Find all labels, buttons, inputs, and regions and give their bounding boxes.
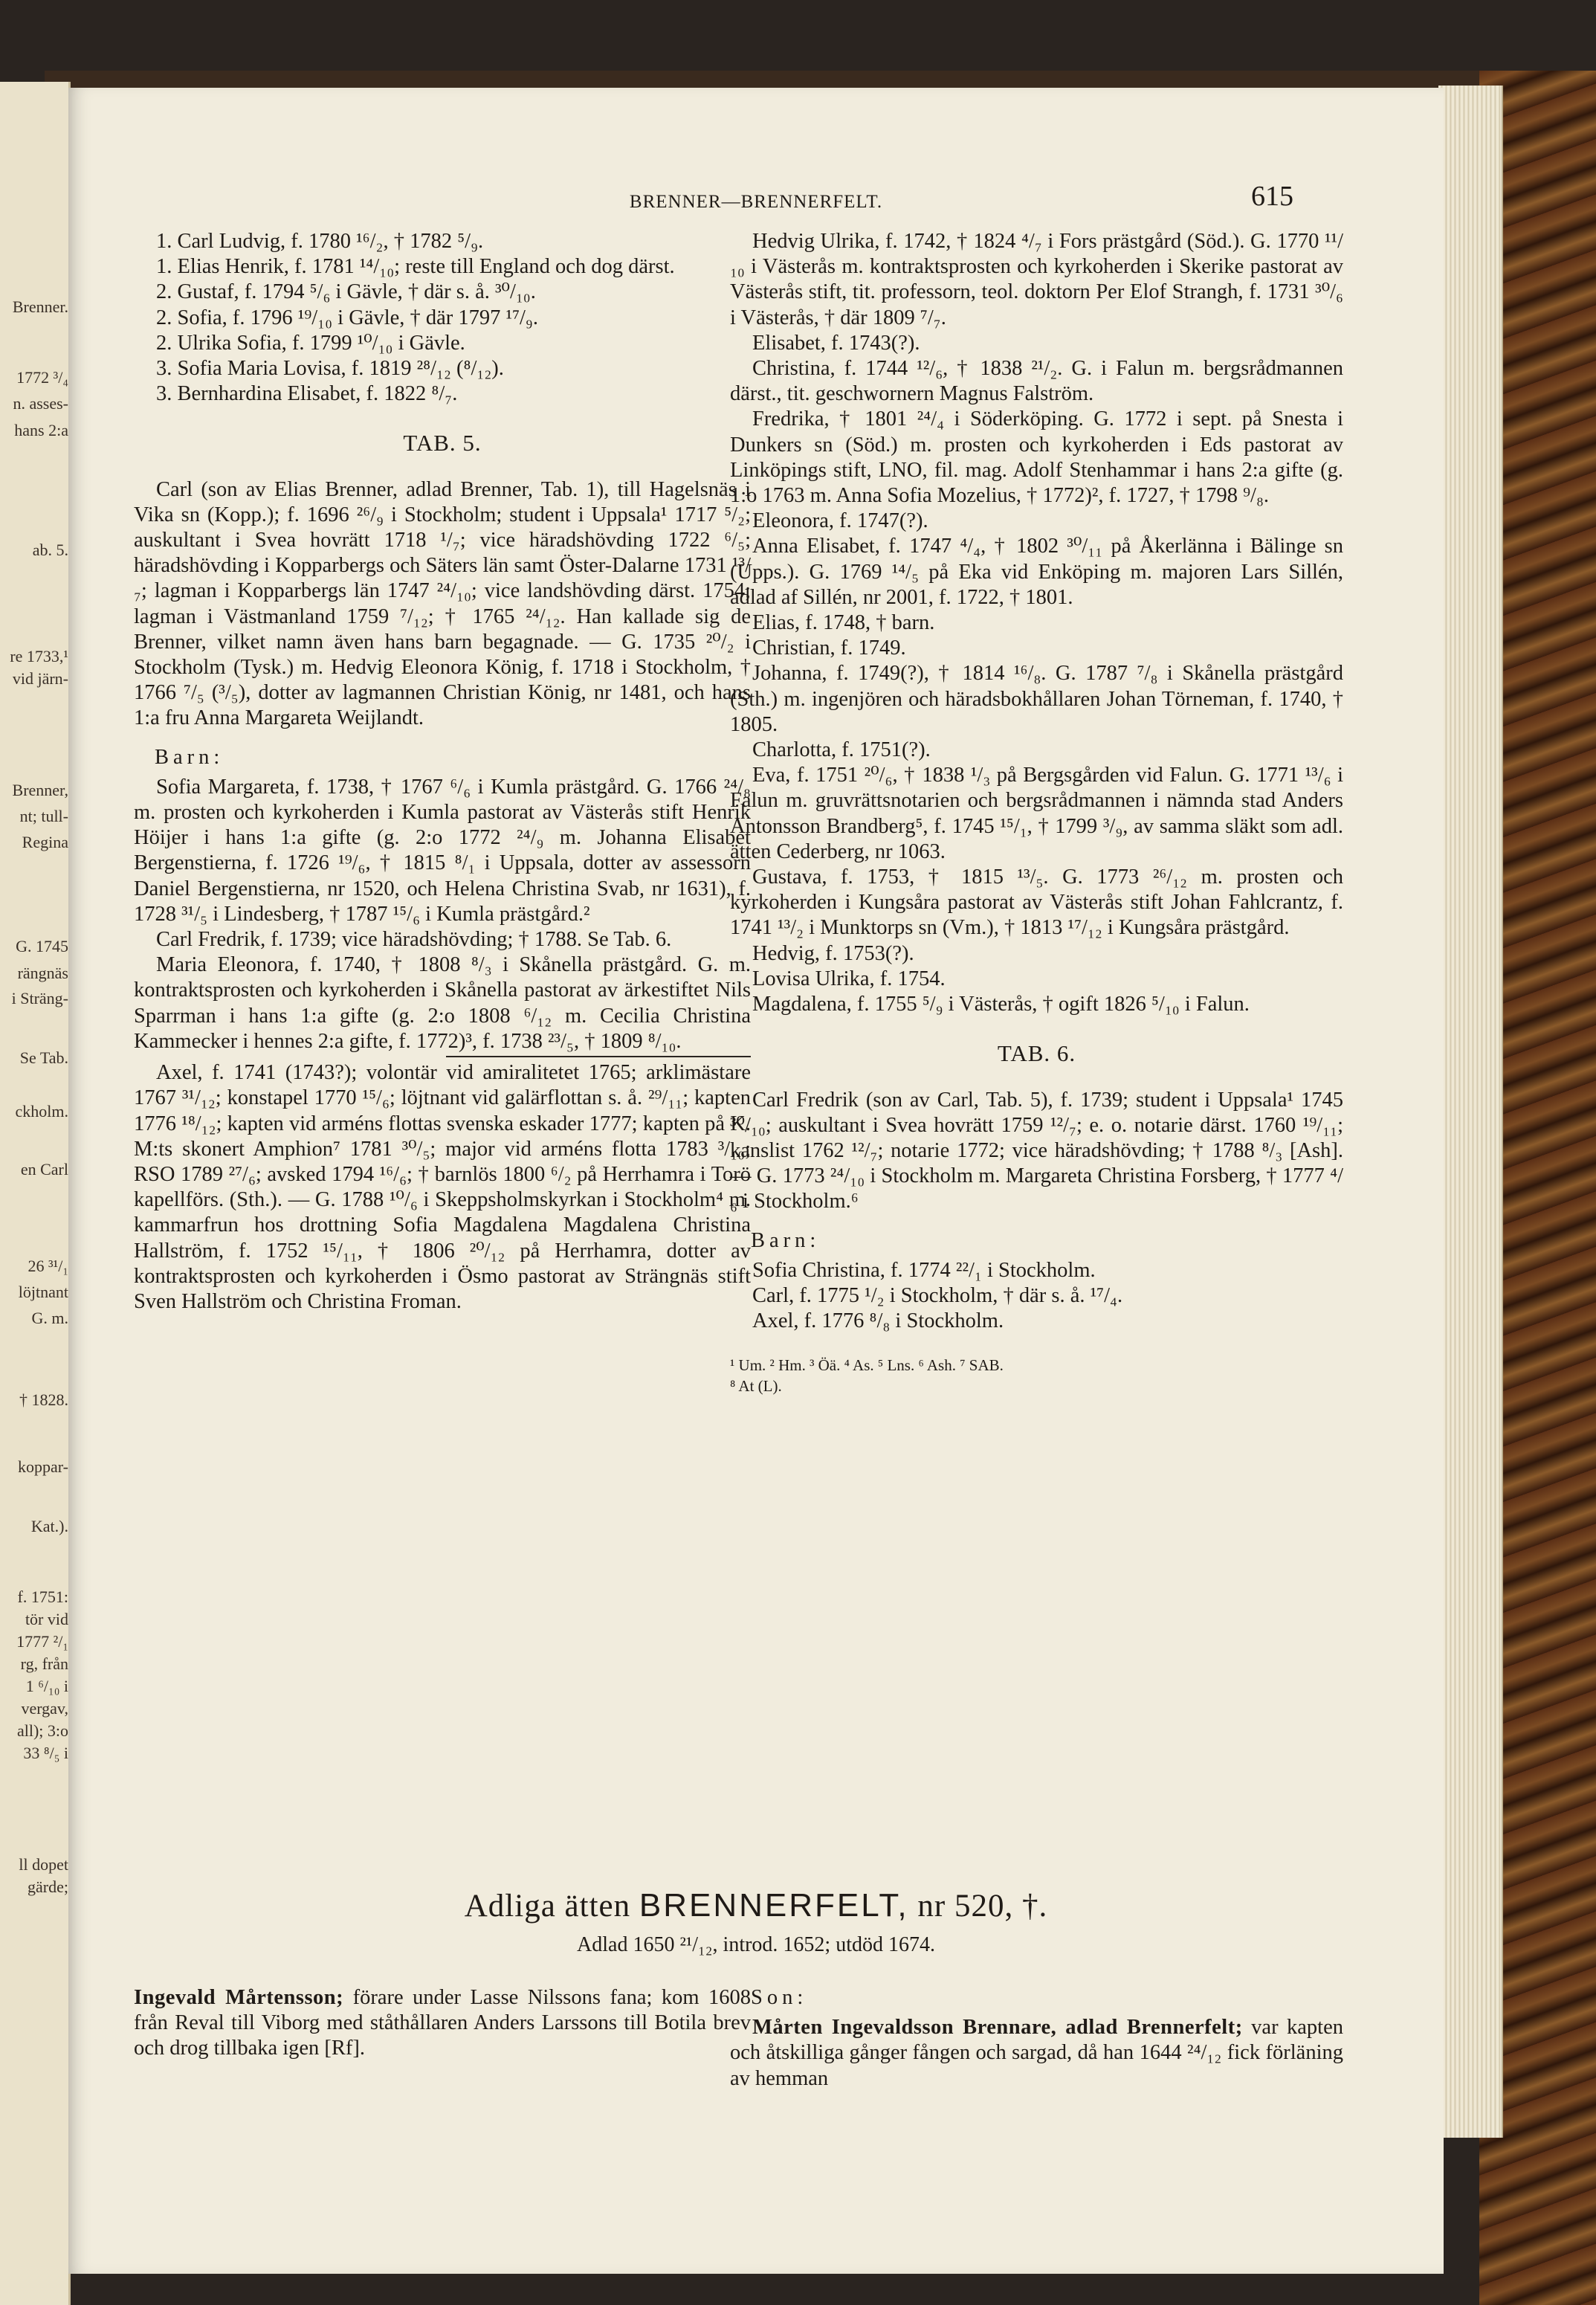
- facing-page-fragment: Regina: [22, 833, 68, 851]
- facing-page-fragment: Brenner,: [12, 781, 68, 799]
- section-title: [68, 1887, 1444, 1924]
- child-entry: Lovisa Ulrika, f. 1754.: [752, 967, 946, 990]
- section-title-suffix: nr 520, †.: [917, 1889, 1048, 1924]
- child-entry: Hedvig Ulrika, f. 1742, † 1824 ⁴/₇ i Fors prästgård (Söd.). G. 1770 ¹¹/₁₀ i Västerås m. kontraktsprosten och kyrkoherden i Skerike pastorat av Västerås stift, tit. professorn, teol. doktorn Per Elof Strangh, f. 1731 ³⁰/₆ i Västerås, † där 1809 ⁷/₇.: [730, 230, 1343, 329]
- facing-page-fragment: löjtnant: [18, 1283, 68, 1301]
- facing-page-fragment: vid järn-: [12, 669, 68, 688]
- facing-page-fragment: 1772 ³/₄: [16, 368, 68, 387]
- facing-page-fragment: tör vid: [25, 1610, 68, 1628]
- facing-page-fragment: n. asses-: [13, 394, 68, 413]
- footnotes: [730, 1355, 1343, 1396]
- left-column: [134, 229, 751, 1315]
- tab5-biography: Carl (son av Elias Brenner, adlad Brenner, Tab. 1), till Hagelsnäs i Vika sn (Kopp.); f. 1696 ²⁶/₉ i Stockholm; student i Uppsala¹ 1717 ⁵/₂; auskultant i Svea hovrätt 1718 ¹/₇; vice häradshövding 1722 ⁶/₅; häradshövding i Kopparbergs och Säters län samt Öster-Dalarne 1731 ¹³/₇; lagman i Kopparbergs län 1747 ²⁴/₁₀; vice landshövding därst. 1754; lagman i Västmanland 1759 ⁷/₁₂; † 1765 ²⁴/₁₂. Han kallade sig de Brenner, vilket namn även hans barn begagnade. — G. 1735 ²⁰/₂ i Stockholm (Tysk.) m. Hedvig Eleonora König, f. 1718 i Stockholm, † 1766 ⁷/₅ (³/₅), dotter av lagmannen Christian König, nr 1481, och hans 1:a fru Anna Margareta Weijlandt.: [134, 477, 751, 730]
- child-entry: Carl, f. 1775 ¹/₂ i Stockholm, † där s. å. ¹⁷/₄.: [752, 1283, 1123, 1307]
- person-text: förare under Lasse Nilssons fana; kom 1608 från Reval till Viborg med ståthållaren Anders Larssons till Botila brev och drog tillbaka igen [Rf].: [134, 1986, 751, 2060]
- child-entry: Elias, f. 1748, † barn.: [752, 611, 935, 635]
- facing-page-fragment: re 1733,¹: [10, 647, 68, 665]
- child-entry: Fredrika, † 1801 ²⁴/₄ i Söderköping. G. 1772 i sept. på Snesta i Dunkers sn (Söd.) m. prosten och kyrkoherden i Eds pastorat av Linköpings stift, LNO, fil. mag. Adolf Stenhammar i hans 2:a gifte (g. 1:o 1763 m. Anna Sofia Mozelius, † 1772)², f. 1727, † 1798 ⁹/₈.: [730, 407, 1343, 508]
- child-entry: Eva, f. 1751 ²⁰/₆, † 1838 ¹/₃ på Bergsgården vid Falun. G. 1771 ¹³/₆ i Falun m. gruvrättsnotarien och bergsrådmannen i nämnda stad Anders Antonsson Brandberg⁵, f. 1745 ¹⁵/₁, † 1799 ³/₉, av samma släkt som adl. ätten Cederberg, nr 1063.: [730, 764, 1343, 863]
- facing-page-fragment: i Sträng-: [11, 989, 68, 1008]
- child-entry: Carl Fredrik, f. 1739; vice häradshövding; † 1788. Se Tab. 6.: [156, 928, 672, 952]
- barn-label: Barn:: [751, 1228, 821, 1252]
- facing-page-fragment: ab. 5.: [32, 541, 68, 559]
- child-entry: Axel, f. 1741 (1743?); volontär vid amiralitetet 1765; arklimästare 1767 ³¹/₁₂; konstapel 1770 ¹⁵/₆; löjtnant vid galärflottan s. å. ²⁹/₁₁; kapten 1776 ¹⁸/₁₂; kapten vid arméns flottas svenska eskader 1777; kapten på K. M:ts skonert Amphion⁷ 1781 ³⁰/₅; major vid arméns flotta 1783 ³/₁₀; RSO 1789 ²⁷/₆; avsked 1794 ¹⁶/₆; † barnlös 1800 ⁶/₂ på Herrhamra i Torö kapellförs. (Sth.). — G. 1788 ¹⁰/₆ i Skeppsholmskyrkan i Stockholm⁴ m. kammarfrun hos drottning Sofia Magdalena Magdalena Christina Hallström, f. 1752 ¹⁵/₁₁, † 1806 ²⁰/₁₂ på Herrhamra, dotter av kontraktsprosten och kyrkoherden i Ösmo pastorat av Strängnäs stift Sven Hallström och Christina Froman.: [134, 1061, 751, 1313]
- child-entry: 2. Gustaf, f. 1794 ⁵/₆ i Gävle, † där s. å. ³⁰/₁₀.: [156, 280, 536, 304]
- divider-rule: [446, 1056, 751, 1057]
- child-entry: 2. Sofia, f. 1796 ¹⁹/₁₀ i Gävle, † där 1797 ¹⁷/₉.: [156, 306, 538, 329]
- facing-page-fragment: 33 ⁸/₅ i: [23, 1744, 68, 1762]
- right-column: [730, 229, 1343, 1396]
- facing-page-fragment: en Carl: [20, 1160, 68, 1179]
- facing-page-margin: [0, 82, 71, 2305]
- barn-label: Barn:: [155, 745, 224, 769]
- facing-page-fragment: ll dopet: [19, 1855, 68, 1874]
- children-list-top: [134, 229, 751, 407]
- facing-page-fragment: f. 1751:: [17, 1587, 68, 1606]
- child-entry: Johanna, f. 1749(?), † 1814 ¹⁶/₈. G. 1787 ⁷/₈ i Skånella prästgård (Sth.) m. ingenjören och häradsbokhållaren Johan Törneman, f. 1740, † 1805.: [730, 662, 1343, 736]
- facing-page-fragment: G. 1745: [16, 937, 68, 955]
- footnote-line: ⁸ At (L).: [730, 1377, 782, 1396]
- bottom-right-column: [730, 1985, 1343, 2092]
- son-label: Son:: [751, 1986, 808, 2009]
- facing-page-fragment: 26 ³¹/₁: [28, 1257, 68, 1275]
- running-head: BRENNER—BRENNERFELT.: [629, 192, 883, 212]
- tab6-biography: Carl Fredrik (son av Carl, Tab. 5), f. 1739; student i Uppsala¹ 1745 ³⁰/₁₀; auskultant i Svea hovrätt 1759 ¹²/₇; e. o. notarie därst. 1760 ¹⁹/₁₁; kanslist 1762 ¹²/₇; notarie 1772; vice häradshövding; † 1788 ⁸/₃ [Ash]. — G. 1773 ²⁴/₁₀ i Stockholm m. Margareta Christina Forsberg, † 1777 ⁴/₆ i Stockholm.⁶: [730, 1088, 1343, 1213]
- facing-page-fragment: gärde;: [28, 1877, 68, 1896]
- child-entry: Sofia Christina, f. 1774 ²²/₁ i Stockholm.: [752, 1258, 1096, 1282]
- tab5-heading: TAB. 5.: [403, 430, 482, 457]
- tab6-heading: TAB. 6.: [997, 1040, 1076, 1067]
- footnote-line: ¹ Um. ² Hm. ³ Öä. ⁴ As. ⁵ Lns. ⁶ Ash. ⁷ SAB.: [730, 1356, 1004, 1375]
- facing-page-fragment: 1777 ²/₁: [16, 1632, 68, 1651]
- child-entry: Gustava, f. 1753, † 1815 ¹³/₅. G. 1773 ²⁶/₁₂ m. prosten och kyrkoherden i Kungsåra pastorat av Västerås stift Johan Fahlcrantz, f. 1741 ¹³/₂ i Munktorps sn (Vm.), † 1813 ¹⁷/₁₂ i Kungsåra prästgård.: [730, 865, 1343, 940]
- facing-page-fragment: rg, från: [20, 1654, 68, 1673]
- person-name: Mårten Ingevaldsson Brennare, adlad Brennerfelt;: [752, 2016, 1243, 2040]
- child-entry: 3. Bernhardina Elisabet, f. 1822 ⁸/₇.: [156, 382, 458, 406]
- child-entry: Christina, f. 1744 ¹²/₆, † 1838 ²¹/₂. G. i Falun m. bergsrådmannen därst., tit. geschwornern Magnus Falström.: [730, 357, 1343, 406]
- child-entry: 1. Elias Henrik, f. 1781 ¹⁴/₁₀; reste till England och dog därst.: [156, 255, 675, 279]
- facing-page-fragment: vergav,: [21, 1699, 68, 1718]
- child-entry: 2. Ulrika Sofia, f. 1799 ¹⁰/₁₀ i Gävle.: [156, 331, 465, 355]
- child-entry: 1. Carl Ludvig, f. 1780 ¹⁶/₂, † 1782 ⁵/₉.: [156, 230, 484, 253]
- facing-page-fragment: all); 3:o: [16, 1721, 68, 1740]
- child-entry: Charlotta, f. 1751(?).: [752, 738, 931, 762]
- child-entry: Magdalena, f. 1755 ⁵/₉ i Västerås, † ogift 1826 ⁵/₁₀ i Falun.: [752, 993, 1250, 1016]
- facing-page-fragment: nt; tull-: [19, 807, 68, 825]
- section-title-prefix: Adliga ätten: [464, 1889, 631, 1924]
- facing-page-fragment: G. m.: [31, 1309, 68, 1327]
- facing-page-fragment: rängnäs: [17, 964, 68, 982]
- section-title-name: BRENNERFELT,: [639, 1887, 909, 1924]
- person-text: var kapten och åtskilliga gånger fången och sargad, då han 1644 ²⁴/₁₂ fick förläning av hemman: [730, 2016, 1344, 2090]
- facing-page-fragment: Kat.).: [30, 1517, 68, 1535]
- facing-page-fragment: † 1828.: [19, 1390, 68, 1409]
- child-entry: Maria Eleonora, f. 1740, † 1808 ⁸/₃ i Skånella prästgård. G. m. kontraktsprosten och kyrkoherden i Skånella pastorat av ärkestiftet Nils Sparrman i hans 1:a gifte (g. 2:o 1808 ⁶/₁₂ m. Cecilia Christina Kammecker i hennes 2:a gifte, f. 1772)³, f. 1738 ²³/₅, † 1809 ⁸/₁₀.: [134, 953, 751, 1053]
- facing-page-fragment: Brenner.: [12, 297, 68, 316]
- facing-page-fragment: Se Tab.: [19, 1048, 68, 1067]
- child-entry: Anna Elisabet, f. 1747 ⁴/₄, † 1802 ³⁰/₁₁ på Åkerlänna i Bälinge sn (Upps.). G. 1769 ¹⁴/₅ på Eka vid Enköping m. majoren Lars Sillén, adlad af Sillén, nr 2001, f. 1722, † 1801.: [730, 535, 1343, 609]
- section-subtitle: Adlad 1650 ²¹/₁₂, introd. 1652; utdöd 1674.: [577, 1933, 935, 1956]
- page-block-edges: [1438, 86, 1503, 2138]
- child-entry: Hedvig, f. 1753(?).: [752, 941, 914, 965]
- book-page: [68, 88, 1444, 2274]
- child-entry: Elisabet, f. 1743(?).: [752, 331, 920, 355]
- child-entry: Eleonora, f. 1747(?).: [752, 509, 928, 533]
- facing-page-fragment: hans 2:a: [14, 421, 68, 439]
- page-number: 615: [1251, 181, 1293, 212]
- child-entry: Axel, f. 1776 ⁸/₈ i Stockholm.: [752, 1309, 1004, 1333]
- facing-page-fragment: koppar-: [18, 1457, 68, 1476]
- child-entry: 3. Sofia Maria Lovisa, f. 1819 ²⁸/₁₂ (⁸/₁₂).: [156, 357, 504, 381]
- child-entry: Christian, f. 1749.: [752, 636, 906, 660]
- bottom-left-column: [134, 1985, 751, 2062]
- person-name: Ingevald Mårtensson;: [134, 1986, 344, 2009]
- facing-page-fragment: 1 ⁶/₁₀ i: [25, 1677, 68, 1695]
- child-entry: Sofia Margareta, f. 1738, † 1767 ⁶/₆ i Kumla prästgård. G. 1766 ²⁴/₈ m. prosten och kyrkoherden i Kumla pastorat av Västerås stift Henrik Höijer i hans 1:a gifte (g. 2:o 1772 ²⁴/₉ m. Johanna Elisabet Bergenstierna, f. 1726 ¹⁹/₆, † 1815 ⁸/₁ i Uppsala, dotter av assessorn Daniel Bergenstierna, nr 1520, och Helena Christina Svab, nr 1631), f. 1728 ³¹/₅ i Lindesberg, † 1787 ¹⁵/₆ i Kumla prästgård.²: [134, 775, 751, 926]
- facing-page-fragment: ckholm.: [15, 1102, 68, 1121]
